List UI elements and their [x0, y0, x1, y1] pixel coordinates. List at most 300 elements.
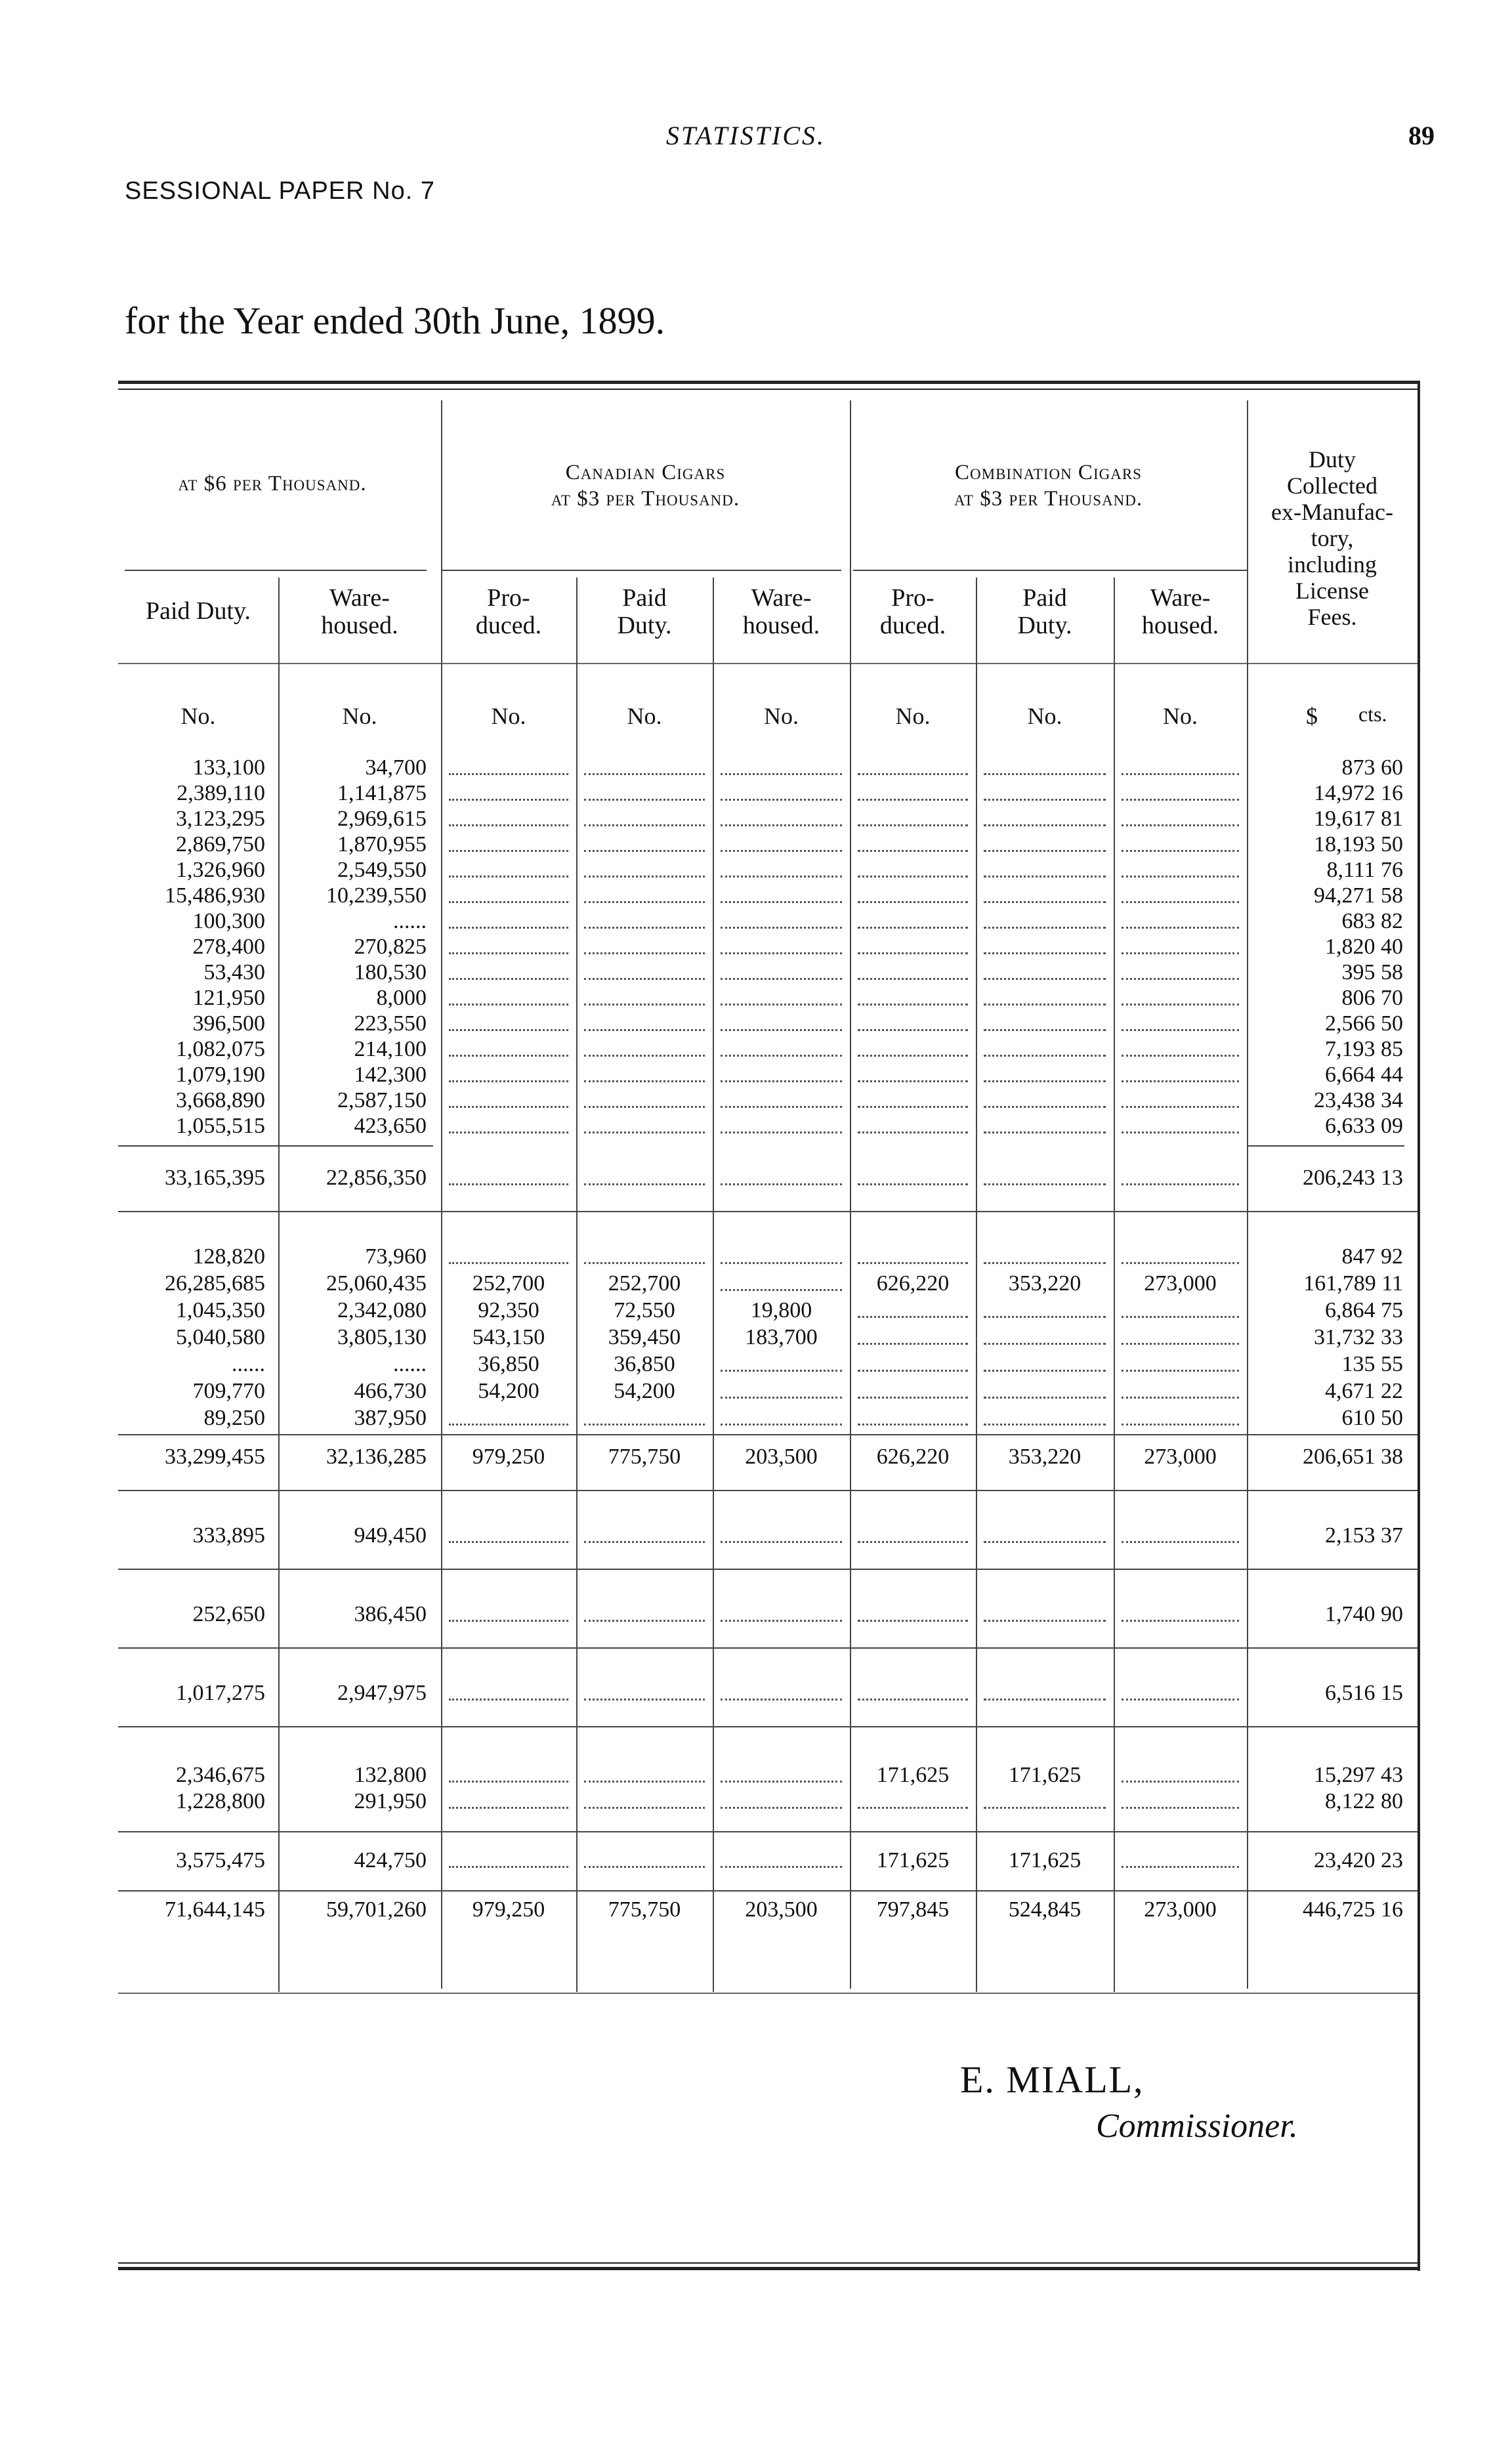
total-rule: [118, 1145, 433, 1147]
leader-dots: [449, 1424, 568, 1426]
subheader-canadian-produced: Pro- duced.: [475, 584, 542, 639]
cell-ware: 387,950: [354, 1406, 427, 1430]
leader-dots: [584, 927, 705, 929]
cell-cpd: 252,700: [608, 1271, 681, 1296]
leader-dots: [1122, 978, 1239, 980]
cell-paid: 2,389,110: [177, 781, 265, 805]
leader-dots: [721, 1106, 842, 1108]
leader-dots: [1122, 1370, 1239, 1372]
leader-dots: [721, 1370, 842, 1372]
cell-cp: 36,850: [478, 1352, 539, 1376]
leader-dots: [858, 1807, 968, 1809]
leader-dots: [984, 799, 1106, 801]
leader-dots: [721, 773, 842, 775]
cell-duty: 135 55: [1341, 1352, 1403, 1376]
leader-dots: [721, 901, 842, 903]
leader-dots: [858, 1080, 968, 1082]
leader-dots: [721, 1397, 842, 1399]
leader-dots: [984, 876, 1106, 877]
leader-dots: [584, 1424, 705, 1426]
leader-dots: [858, 1424, 968, 1426]
cell-paid: 15,486,930: [165, 883, 265, 908]
running-title: STATISTICS.: [666, 121, 826, 150]
leader-dots: [858, 1106, 968, 1108]
cell-ware: 2,587,150: [337, 1088, 427, 1112]
cell-ware: 1,870,955: [337, 832, 427, 856]
cell-bpd: 353,220: [1008, 1271, 1082, 1296]
cell-ware: 2,969,615: [337, 807, 427, 831]
leader-dots: [984, 1106, 1106, 1108]
cell-paid: 3,123,295: [176, 807, 265, 831]
leader-dots: [584, 773, 705, 775]
unit-label: No.: [1163, 703, 1198, 729]
cell-duty: 2,566 50: [1325, 1011, 1403, 1036]
cell-paid: 1,017,275: [176, 1681, 265, 1705]
cell-cp: 252,700: [472, 1271, 545, 1296]
signature-name: E. MIALL,: [960, 2058, 1144, 2101]
leader-dots: [584, 1699, 705, 1701]
leader-dots: [984, 773, 1106, 775]
cell-duty: 23,438 34: [1314, 1088, 1403, 1112]
unit-label: No.: [342, 703, 377, 729]
leader-dots: [984, 901, 1106, 903]
leader-dots: [984, 1397, 1106, 1399]
leader-dots: [721, 1620, 842, 1622]
unit-dollars: $: [1306, 703, 1318, 729]
total-rule: [118, 1434, 1418, 1435]
cell-cpd: 775,750: [608, 1897, 681, 1922]
cell-ware: 949,450: [354, 1523, 427, 1548]
leader-dots: [1122, 1029, 1239, 1031]
leader-dots: [984, 1055, 1106, 1057]
cell-paid: 1,079,190: [176, 1063, 265, 1087]
leader-dots: [858, 952, 968, 954]
leader-dots: [584, 799, 705, 801]
cell-cw: 19,800: [750, 1298, 812, 1322]
leader-dots: [584, 1183, 705, 1185]
cell-duty: 1,820 40: [1325, 935, 1403, 959]
leader-dots: [721, 1262, 842, 1264]
leader-dots: [984, 1316, 1106, 1318]
cell-ware: 142,300: [354, 1063, 427, 1087]
cell-duty: 395 58: [1341, 960, 1403, 984]
leader-dots: [1122, 1343, 1239, 1345]
leader-dots: [449, 1004, 568, 1005]
cell-cw: 183,700: [745, 1325, 818, 1349]
page-number: 89: [1408, 121, 1435, 150]
leader-dots: [584, 1055, 705, 1057]
subheader-canadian-warehoused: Ware- housed.: [742, 584, 820, 639]
total-rule: [118, 1726, 1418, 1727]
cell-bpd: 524,845: [1008, 1897, 1082, 1922]
leader-dots: [449, 1781, 568, 1783]
leader-dots: [858, 799, 968, 801]
cell-duty: 4,671 22: [1325, 1379, 1403, 1403]
leader-dots: [721, 1080, 842, 1082]
leader-dots: [858, 1541, 968, 1543]
leader-dots: [449, 799, 568, 801]
cell-paid: 278,400: [192, 935, 265, 959]
leader-dots: [584, 1131, 705, 1133]
subheader-combination-paid-duty: Paid Duty.: [1017, 584, 1072, 639]
leader-dots: [449, 1183, 568, 1185]
leader-dots: [858, 1316, 968, 1318]
cell-paid: 333,895: [192, 1523, 265, 1548]
cell-ware: 3,805,130: [337, 1325, 427, 1349]
leader-dots: [721, 1131, 842, 1133]
leader-dots: [721, 1699, 842, 1701]
cell-duty: 847 92: [1341, 1244, 1403, 1269]
cell-ware: 466,730: [354, 1379, 427, 1403]
cell-duty: 7,193 85: [1325, 1037, 1403, 1061]
total-rule: [118, 1890, 1418, 1892]
unit-label: No.: [895, 703, 931, 729]
cell-cp: 979,250: [472, 1897, 545, 1922]
cell-duty: 23,420 23: [1314, 1848, 1403, 1872]
leader-dots: [1122, 1316, 1239, 1318]
unit-cents: cts.: [1358, 702, 1387, 726]
leader-dots: [449, 978, 568, 980]
cell-duty: 19,617 81: [1314, 807, 1403, 831]
unit-label: No.: [491, 703, 526, 729]
total-rule: [118, 1831, 1418, 1832]
leader-dots: [1122, 850, 1239, 852]
leader-dots: [449, 1055, 568, 1057]
leader-dots: [858, 1029, 968, 1031]
leader-dots: [449, 1866, 568, 1868]
leader-dots: [984, 1131, 1106, 1133]
leader-dots: [721, 1866, 842, 1868]
cell-paid: 2,346,675: [176, 1763, 265, 1787]
cell-paid: 1,082,075: [176, 1037, 265, 1061]
leader-dots: [984, 1080, 1106, 1082]
leader-dots: [721, 927, 842, 929]
leader-dots: [1122, 1106, 1239, 1108]
group-header-six: at $6 per Thousand.: [178, 472, 367, 496]
cell-duty: 6,664 44: [1325, 1063, 1403, 1087]
leader-dots: [584, 1807, 705, 1809]
cell-duty: 6,516 15: [1325, 1681, 1403, 1705]
leader-dots: [584, 1262, 705, 1264]
leader-dots: [449, 1262, 568, 1264]
cell-cpd: 359,450: [608, 1325, 681, 1349]
total-rule: [118, 1569, 1418, 1570]
leader-dots: [721, 1424, 842, 1426]
subheader-paid-duty: Paid Duty.: [145, 597, 251, 625]
cell-bpd: 353,220: [1008, 1445, 1082, 1469]
cell-ware: 214,100: [354, 1037, 427, 1061]
leader-dots: [584, 952, 705, 954]
leader-dots: [584, 824, 705, 826]
cell-paid: 709,770: [192, 1379, 265, 1403]
cell-ware: 8,000: [376, 986, 427, 1010]
cell-paid: 1,045,350: [176, 1298, 265, 1322]
cell-paid: 133,100: [192, 755, 265, 780]
unit-label: No.: [627, 703, 662, 729]
cell-duty: 610 50: [1341, 1406, 1403, 1430]
subheader-warehoused: Ware- housed.: [321, 584, 398, 639]
leader-dots: [449, 1541, 568, 1543]
leader-dots: [721, 824, 842, 826]
cell-duty: 206,243 13: [1303, 1166, 1403, 1190]
cell-ware: 424,750: [354, 1848, 427, 1872]
leader-dots: [584, 1866, 705, 1868]
leader-dots: [984, 1620, 1106, 1622]
cell-paid: 121,950: [192, 986, 265, 1010]
leader-dots: [584, 901, 705, 903]
total-rule: [118, 1647, 1418, 1649]
cell-ware: ......: [393, 1352, 427, 1376]
leader-dots: [858, 901, 968, 903]
cell-ware: 2,947,975: [337, 1681, 427, 1705]
cell-paid: 396,500: [192, 1011, 265, 1036]
cell-ware: 2,549,550: [337, 858, 427, 882]
leader-dots: [584, 1004, 705, 1005]
cell-paid: 33,165,395: [165, 1166, 265, 1190]
leader-dots: [984, 1029, 1106, 1031]
leader-dots: [1122, 1541, 1239, 1543]
cell-bw: 273,000: [1144, 1271, 1217, 1296]
total-rule: [118, 1490, 1418, 1491]
signature-title: Commissioner.: [1096, 2107, 1298, 2145]
cell-bpd: 171,625: [1008, 1763, 1082, 1787]
leader-dots: [984, 850, 1106, 852]
cell-cpd: 36,850: [614, 1352, 675, 1376]
cell-paid: 128,820: [192, 1244, 265, 1269]
cell-bw: 273,000: [1144, 1897, 1217, 1922]
leader-dots: [721, 1183, 842, 1185]
cell-bp: 797,845: [876, 1897, 950, 1922]
cell-ware: 291,950: [354, 1789, 427, 1813]
subheader-canadian-paid-duty: Paid Duty.: [617, 584, 672, 639]
cell-ware: 10,239,550: [326, 883, 427, 908]
cell-ware: 73,960: [365, 1244, 427, 1269]
cell-duty: 6,633 09: [1325, 1114, 1403, 1138]
leader-dots: [1122, 952, 1239, 954]
leader-dots: [1122, 1781, 1239, 1783]
leader-dots: [984, 1541, 1106, 1543]
leader-dots: [1122, 799, 1239, 801]
leader-dots: [721, 876, 842, 877]
cell-duty: 683 82: [1341, 909, 1403, 933]
leader-dots: [858, 1397, 968, 1399]
leader-dots: [584, 1781, 705, 1783]
cell-ware: 386,450: [354, 1602, 427, 1626]
leader-dots: [858, 1370, 968, 1372]
cell-duty: 446,725 16: [1303, 1897, 1403, 1922]
sessional-paper-label: SESSIONAL PAPER No. 7: [125, 177, 435, 205]
leader-dots: [449, 901, 568, 903]
leader-dots: [984, 927, 1106, 929]
leader-dots: [984, 952, 1106, 954]
leader-dots: [858, 1699, 968, 1701]
cell-paid: 5,040,580: [176, 1325, 265, 1349]
cell-ware: 2,342,080: [337, 1298, 427, 1322]
cell-bp: 626,220: [876, 1445, 950, 1469]
leader-dots: [449, 773, 568, 775]
leader-dots: [721, 1289, 842, 1291]
cell-duty: 206,651 38: [1303, 1445, 1403, 1469]
leader-dots: [721, 1541, 842, 1543]
leader-dots: [449, 1620, 568, 1622]
group-header-duty: Duty Collected ex-Manufac- tory, including License Fees.: [1271, 446, 1393, 630]
leader-dots: [1122, 1424, 1239, 1426]
cell-ware: 59,701,260: [326, 1897, 427, 1922]
unit-label: No.: [764, 703, 799, 729]
cell-cw: 203,500: [745, 1897, 818, 1922]
cell-bp: 171,625: [876, 1763, 950, 1787]
cell-ware: 223,550: [354, 1011, 427, 1036]
leader-dots: [984, 1424, 1106, 1426]
leader-dots: [449, 1080, 568, 1082]
leader-dots: [1122, 1262, 1239, 1264]
cell-paid: 89,250: [203, 1406, 265, 1430]
cell-duty: 873 60: [1341, 755, 1403, 780]
leader-dots: [721, 1807, 842, 1809]
cell-cp: 92,350: [478, 1298, 539, 1322]
leader-dots: [721, 978, 842, 980]
leader-dots: [858, 1055, 968, 1057]
cell-duty: 1,740 90: [1325, 1602, 1403, 1626]
leader-dots: [449, 1699, 568, 1701]
leader-dots: [721, 1029, 842, 1031]
cell-bp: 626,220: [876, 1271, 950, 1296]
year-caption: for the Year ended 30th June, 1899.: [125, 299, 665, 342]
subheader-combination-warehoused: Ware- housed.: [1141, 584, 1219, 639]
leader-dots: [984, 1370, 1106, 1372]
leader-dots: [1122, 773, 1239, 775]
leader-dots: [1122, 1055, 1239, 1057]
cell-cw: 203,500: [745, 1445, 818, 1469]
cell-paid: 3,575,475: [176, 1848, 265, 1872]
leader-dots: [449, 1029, 568, 1031]
leader-dots: [1122, 1004, 1239, 1005]
leader-dots: [721, 799, 842, 801]
leader-dots: [721, 850, 842, 852]
leader-dots: [721, 1055, 842, 1057]
leader-dots: [1122, 1620, 1239, 1622]
unit-label: No.: [1027, 703, 1062, 729]
cell-duty: 94,271 58: [1314, 883, 1403, 908]
leader-dots: [858, 1620, 968, 1622]
leader-dots: [858, 1343, 968, 1345]
leader-dots: [1122, 824, 1239, 826]
cell-ware: 32,136,285: [326, 1445, 427, 1469]
leader-dots: [1122, 1183, 1239, 1185]
leader-dots: [1122, 901, 1239, 903]
leader-dots: [449, 1807, 568, 1809]
cell-paid: 1,228,800: [176, 1789, 265, 1813]
leader-dots: [721, 1781, 842, 1783]
leader-dots: [984, 824, 1106, 826]
cell-ware: 423,650: [354, 1114, 427, 1138]
cell-ware: 25,060,435: [326, 1271, 427, 1296]
leader-dots: [449, 1106, 568, 1108]
cell-bpd: 171,625: [1008, 1848, 1082, 1872]
cell-duty: 6,864 75: [1325, 1298, 1403, 1322]
leader-dots: [984, 978, 1106, 980]
leader-dots: [858, 850, 968, 852]
cell-paid: 26,285,685: [165, 1271, 265, 1296]
leader-dots: [1122, 1866, 1239, 1868]
leader-dots: [584, 1106, 705, 1108]
leader-dots: [1122, 1807, 1239, 1809]
leader-dots: [858, 978, 968, 980]
leader-dots: [449, 927, 568, 929]
cell-ware: 180,530: [354, 960, 427, 984]
leader-dots: [858, 824, 968, 826]
cell-ware: 34,700: [365, 755, 427, 780]
leader-dots: [584, 1620, 705, 1622]
leader-dots: [584, 1080, 705, 1082]
leader-dots: [1122, 1080, 1239, 1082]
unit-label: No.: [180, 703, 216, 729]
cell-paid: ......: [232, 1352, 265, 1376]
cell-cp: 54,200: [478, 1379, 539, 1403]
cell-duty: 8,111 76: [1326, 858, 1403, 882]
cell-ware: 1,141,875: [337, 781, 427, 805]
leader-dots: [858, 1262, 968, 1264]
leader-dots: [584, 850, 705, 852]
leader-dots: [584, 1029, 705, 1031]
leader-dots: [984, 1004, 1106, 1005]
leader-dots: [858, 1131, 968, 1133]
cell-duty: 31,732 33: [1314, 1325, 1403, 1349]
cell-ware: 270,825: [354, 935, 427, 959]
cell-cp: 979,250: [472, 1445, 545, 1469]
leader-dots: [449, 952, 568, 954]
leader-dots: [984, 1183, 1106, 1185]
cell-paid: 3,668,890: [176, 1088, 265, 1112]
cell-bp: 171,625: [876, 1848, 950, 1872]
leader-dots: [984, 1699, 1106, 1701]
total-rule: [1247, 1145, 1404, 1147]
cell-ware: 22,856,350: [326, 1166, 427, 1190]
cell-paid: 1,326,960: [176, 858, 265, 882]
cell-duty: 18,193 50: [1314, 832, 1403, 856]
cell-paid: 71,644,145: [165, 1897, 265, 1922]
cell-paid: 53,430: [203, 960, 265, 984]
cell-paid: 2,869,750: [176, 832, 265, 856]
leader-dots: [858, 927, 968, 929]
leader-dots: [1122, 1131, 1239, 1133]
cell-ware: ......: [393, 909, 427, 933]
leader-dots: [984, 1343, 1106, 1345]
cell-paid: 1,055,515: [176, 1114, 265, 1138]
leader-dots: [584, 876, 705, 877]
leader-dots: [858, 1183, 968, 1185]
cell-duty: 2,153 37: [1325, 1523, 1403, 1548]
cell-duty: 14,972 16: [1314, 781, 1403, 805]
cell-duty: 806 70: [1341, 986, 1403, 1010]
cell-cpd: 54,200: [614, 1379, 675, 1403]
leader-dots: [449, 876, 568, 877]
group-header-combination: Combination Cigars at $3 per Thousand.: [954, 461, 1143, 511]
leader-dots: [1122, 876, 1239, 877]
leader-dots: [858, 876, 968, 877]
leader-dots: [449, 1131, 568, 1133]
leader-dots: [1122, 927, 1239, 929]
leader-dots: [584, 1541, 705, 1543]
cell-cpd: 72,550: [614, 1298, 675, 1322]
leader-dots: [984, 1262, 1106, 1264]
cell-cpd: 775,750: [608, 1445, 681, 1469]
cell-paid: 252,650: [192, 1602, 265, 1626]
cell-ware: 132,800: [354, 1763, 427, 1787]
leader-dots: [584, 978, 705, 980]
cell-duty: 161,789 11: [1303, 1271, 1403, 1296]
leader-dots: [858, 773, 968, 775]
